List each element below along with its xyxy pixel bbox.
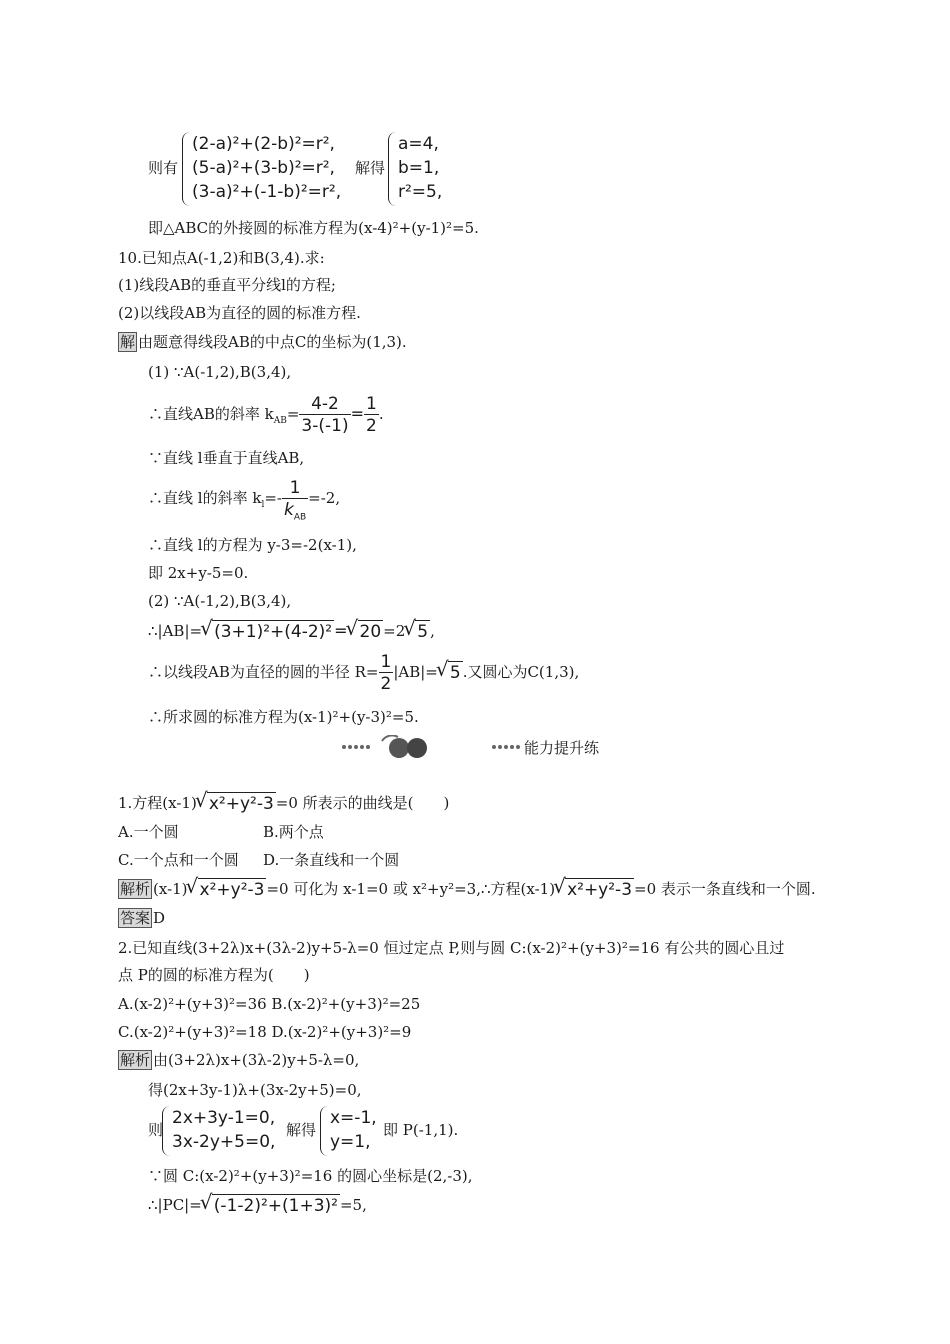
q1-option-a: A.一个圆 — [118, 823, 179, 841]
answer-tag: 答案 — [120, 909, 151, 927]
q2-solve-text: 解得 — [286, 1121, 317, 1139]
q1-answer: 答案 D — [120, 909, 166, 927]
p9-conclusion: 即△ABC的外接圆的标准方程为(x-4)²+(y-1)²=5. — [148, 219, 479, 237]
p10-step: ∴所求圆的标准方程为(x-1)²+(y-3)²=5. — [148, 708, 419, 726]
system-row: (3-a)²+(-1-b)²=r², — [192, 182, 342, 202]
fraction: $\frac{1}{2}$ — [380, 651, 392, 694]
q2-distance: ∴|PC|=√ (-1-2)²+(1+3)² =5, — [148, 1192, 367, 1219]
p10-part1: (1)线段AB的垂直平分线l的方程; — [118, 276, 336, 294]
p10-step: (1) ∵A(-1,2),B(3,4), — [148, 363, 292, 381]
square-root: √ x²+y²-3 — [197, 791, 276, 817]
analysis-tag: 解析 — [120, 880, 151, 898]
square-root: √ x²+y²-3 — [555, 877, 634, 903]
equation-system-4 — [320, 1106, 377, 1156]
equation-system-1 — [182, 132, 341, 206]
p10-question: 10.已知点A(-1,2)和B(3,4).求: — [118, 249, 325, 267]
q1-stem: 1.方程(x-1)√ x²+y²-3 =0 所表示的曲线是( ) — [118, 790, 449, 817]
section-header — [340, 735, 640, 759]
q2-options-cd: C.(x-2)²+(y+3)²=18 D.(x-2)²+(y+3)²=9 — [118, 1023, 412, 1041]
then-have-text: 则有 — [148, 159, 179, 177]
q1-option-b: B.两个点 — [263, 823, 324, 841]
p10-solution-start: 解 由题意得线段AB的中点C的坐标为(1,3). — [120, 333, 407, 351]
analysis-tag: 解析 — [120, 1051, 151, 1069]
q2-stem-line1: 2.已知直线(3+2λ)x+(3λ-2)y+5-λ=0 恒过定点 P,则与圆 C:(x-2)²+(y+3)²=16 有公共的圆心且过 — [118, 939, 785, 957]
system-row: b=1, — [398, 158, 440, 178]
square-root: √ (3+1)²+(4-2)² — [202, 619, 334, 645]
p10-step: ∵直线 l垂直于直线AB, — [148, 449, 305, 467]
system-row: y=1, — [330, 1132, 371, 1152]
system-row: 3x-2y+5=0, — [172, 1132, 276, 1152]
p10-step: (2) ∵A(-1,2),B(3,4), — [148, 592, 292, 610]
q2-options-ab: A.(x-2)²+(y+3)²=36 B.(x-2)²+(y+3)²=25 — [118, 995, 421, 1013]
equation-system-3 — [162, 1106, 275, 1156]
square-root: √ x²+y²-3 — [188, 877, 267, 903]
square-root: √ 20 — [348, 619, 384, 645]
p10-step: 即 2x+y-5=0. — [148, 564, 249, 582]
system-row: (2-a)²+(2-b)²=r², — [192, 134, 335, 154]
square-root: √ (-1-2)²+(1+3)² — [202, 1193, 340, 1219]
q2-then-text: 则 — [148, 1121, 164, 1139]
p10-distance: ∴|AB|=√ (3+1)²+(4-2)² =√ 20 =2√ 5 , — [148, 618, 435, 645]
solution-tag: 解 — [120, 333, 136, 351]
q1-analysis: 解析 (x-1)√ x²+y²-3 =0 可化为 x-1=0 或 x²+y²=3,∴方程(x-1)√ x²+y²-3 =0 表示一条直线和一个圆. — [118, 876, 816, 903]
q2-point-p: 即 P(-1,1). — [383, 1121, 459, 1139]
p10-part2: (2)以线段AB为直径的圆的标准方程. — [118, 304, 361, 322]
q1-option-c: C.一个点和一个圆 — [118, 851, 239, 869]
solve-text: 解得 — [355, 159, 386, 177]
system-row: a=4, — [398, 134, 439, 154]
fraction: $\frac{4-2}{3-(-1)}$ — [301, 393, 349, 436]
q2-stem-line2: 点 P的圆的标准方程为( ) — [118, 966, 310, 984]
q2-step: ∵圆 C:(x-2)²+(y+3)²=16 的圆心坐标是(2,-3), — [148, 1167, 473, 1185]
p10-slope-ab: ∴直线AB的斜率 $k_{AB}=$ $\frac{4-2}{3-(-1)}$ = $\frac{1}{2}$ . — [148, 393, 384, 436]
q2-step: 得(2x+3y-1)λ+(3x-2y+5)=0, — [148, 1081, 362, 1099]
system-row: r²=5, — [398, 182, 443, 202]
section-title: 能力提升练 — [524, 739, 600, 757]
square-root: √ 5 — [405, 619, 430, 645]
equation-system-2 — [388, 132, 442, 206]
q1-option-d: D.一条直线和一个圆 — [263, 851, 400, 869]
system-row: x=-1, — [330, 1108, 377, 1128]
system-row: (5-a)²+(3-b)²=r², — [192, 158, 335, 178]
p10-step: ∴直线 l的方程为 y-3=-2(x-1), — [148, 536, 357, 554]
fraction: $\frac{1}{2}$ — [366, 393, 377, 436]
q2-analysis-start: 解析 由(3+2λ)x+(3λ-2)y+5-λ=0, — [120, 1051, 360, 1069]
p10-radius: ∴以线段AB为直径的圆的半径 R= $\frac{1}{2}$ |AB|=√ 5 .又圆心为C(1,3), — [148, 650, 579, 695]
p10-slope-l: ∴直线 l的斜率 $k_l=-$ $\frac{1}{k_{AB}}$ =-2, — [148, 477, 341, 522]
square-root: √ 5 — [438, 651, 463, 695]
fraction: $\frac{1}{k_{AB}}$ — [283, 477, 307, 522]
system-row: 2x+3y-1=0, — [172, 1108, 276, 1128]
